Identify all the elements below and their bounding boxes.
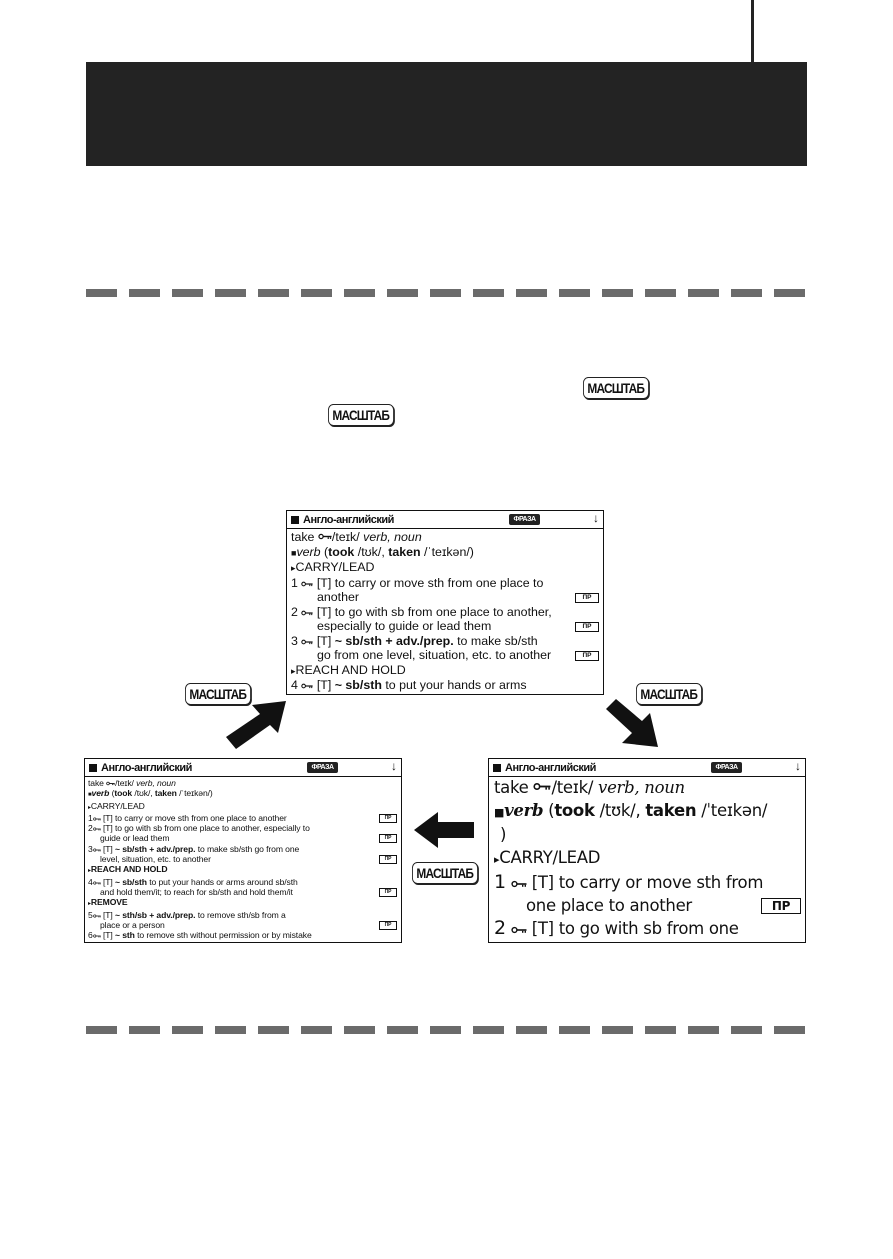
phrase-tag: ФРАЗА bbox=[307, 762, 338, 773]
key-icon bbox=[511, 880, 527, 888]
sense-2: 2 [T] to go with sb from one bbox=[494, 917, 739, 939]
key-icon bbox=[301, 581, 313, 587]
arrow-up-right-icon bbox=[222, 697, 292, 753]
key-icon bbox=[93, 848, 101, 852]
sense-3: 3 [T] ~ sb/sth + adv./prep. to make sb/sth go from one bbox=[88, 843, 300, 854]
sense-4: 4 [T] ~ sb/sth to put your hands or arms bbox=[291, 678, 527, 692]
dictionary-screen-large bbox=[488, 758, 806, 943]
zoom-key-label: МАСШТАБ bbox=[328, 404, 394, 426]
phrase-tag: ФРАЗА bbox=[509, 514, 540, 525]
screen-title: Англо-английский bbox=[101, 761, 192, 774]
top-rule bbox=[751, 0, 754, 62]
key-icon bbox=[318, 533, 332, 540]
pr-button[interactable]: ПР bbox=[575, 622, 599, 632]
sense-3: 3 [T] ~ sb/sth + adv./prep. to make sb/sth bbox=[291, 633, 538, 648]
entry-headword-line: take /teɪk/ verb, noun bbox=[291, 530, 422, 544]
phrase-tag: ФРАЗА bbox=[711, 762, 742, 773]
sense-2: 2 [T] to go with sb from one place to another, especially to bbox=[88, 823, 310, 834]
key-icon bbox=[93, 827, 101, 831]
key-icon bbox=[301, 610, 313, 616]
entry-headword-line: take /teɪk/ verb, noun bbox=[88, 778, 176, 788]
dictionary-screen-small bbox=[84, 758, 402, 943]
zoom-key-label: МАСШТАБ bbox=[412, 862, 478, 884]
screen-title: Англо-английский bbox=[505, 761, 596, 774]
key-icon bbox=[93, 881, 101, 885]
verb-forms-cont: ) bbox=[500, 825, 507, 844]
section-heading: ▸CARRY/LEAD bbox=[494, 847, 601, 867]
square-icon bbox=[493, 764, 501, 772]
pr-button[interactable]: ПР bbox=[575, 651, 599, 661]
section-heading: ▸REACH AND HOLD bbox=[88, 864, 168, 875]
entry-headword-line: take /teɪk/ verb, noun bbox=[494, 778, 685, 797]
sense-3-cont: go from one level, situation, etc. to another ПР bbox=[291, 648, 603, 663]
key-icon bbox=[301, 639, 313, 645]
sense-5: 5 [T] ~ sth/sb + adv./prep. to remove sth/sb from a bbox=[88, 909, 286, 920]
header-bar bbox=[86, 62, 807, 166]
pr-button[interactable]: ПР bbox=[379, 888, 397, 897]
pr-button[interactable]: ПР bbox=[379, 921, 397, 930]
dashed-divider-bottom bbox=[86, 1026, 807, 1034]
sense-1-cont: one place to another ПР bbox=[494, 895, 805, 918]
sense-2-cont: guide or lead them ПР bbox=[88, 833, 401, 843]
zoom-key-label: МАСШТАБ bbox=[185, 683, 251, 705]
arrow-left-icon bbox=[412, 810, 476, 850]
pr-button[interactable]: ПР bbox=[379, 814, 397, 823]
section-heading: ▸REMOVE bbox=[88, 897, 128, 908]
pr-button[interactable]: ПР bbox=[761, 898, 801, 914]
section-heading: ▸CARRY/LEAD bbox=[88, 800, 145, 811]
verb-forms-line: ■verb (took /tʊk/, taken /ˈteɪkən/ bbox=[494, 800, 768, 820]
sense-4-cont: and hold them/it; to reach for sb/sth and hold them/it ПР bbox=[88, 887, 401, 897]
sense-2: 2 [T] to go with sb from one place to another, bbox=[291, 604, 552, 619]
sense-3-cont: level, situation, etc. to another ПР bbox=[88, 854, 401, 864]
dashed-divider-top bbox=[86, 289, 807, 297]
sense-1-cont: another ПР bbox=[291, 590, 603, 605]
arrow-down-right-icon bbox=[600, 697, 662, 753]
key-icon bbox=[106, 781, 115, 786]
scroll-down-icon: ↓ bbox=[795, 759, 801, 773]
screen-title-bar bbox=[287, 511, 603, 529]
square-icon bbox=[89, 764, 97, 772]
verb-forms-line: ■verb (took /tʊk/, taken /ˈteɪkən/) bbox=[291, 544, 474, 559]
pr-button[interactable]: ПР bbox=[379, 855, 397, 864]
key-icon bbox=[533, 782, 551, 791]
sense-2-cont: especially to guide or lead them ПР bbox=[291, 619, 603, 634]
sense-1: 1 [T] to carry or move sth from bbox=[494, 871, 764, 893]
sense-1: 1 [T] to carry or move sth from one place to bbox=[291, 575, 544, 590]
sense-4: 4 [T] ~ sb/sth to put your hands or arms around sb/sth bbox=[88, 876, 298, 887]
key-icon bbox=[301, 683, 313, 689]
pr-button[interactable]: ПР bbox=[379, 834, 397, 843]
screen-title: Англо-английский bbox=[303, 513, 394, 526]
scroll-down-icon: ↓ bbox=[593, 511, 599, 525]
scroll-down-icon: ↓ bbox=[391, 759, 397, 773]
screen-title-bar bbox=[489, 759, 805, 777]
zoom-key-label: МАСШТАБ bbox=[636, 683, 702, 705]
verb-forms-line: ■verb (took /tʊk/, taken /ˈteɪkən/) bbox=[88, 788, 213, 799]
square-icon bbox=[291, 516, 299, 524]
dictionary-screen-medium bbox=[286, 510, 604, 695]
sense-5-cont: place or a person ПР bbox=[88, 920, 401, 930]
key-icon bbox=[511, 926, 527, 934]
sense-6: 6 [T] ~ sth to remove sth without permission or by mistake bbox=[88, 930, 312, 941]
zoom-key-label: МАСШТАБ bbox=[583, 377, 649, 399]
section-heading: ▸CARRY/LEAD bbox=[291, 560, 375, 574]
screen-title-bar bbox=[85, 759, 401, 777]
pr-button[interactable]: ПР bbox=[575, 593, 599, 603]
section-heading: ▸REACH AND HOLD bbox=[291, 662, 406, 677]
key-icon bbox=[93, 817, 101, 821]
key-icon bbox=[93, 934, 101, 938]
sense-1: 1 [T] to carry or move sth from one place to another ПР bbox=[88, 813, 401, 823]
key-icon bbox=[93, 914, 101, 918]
